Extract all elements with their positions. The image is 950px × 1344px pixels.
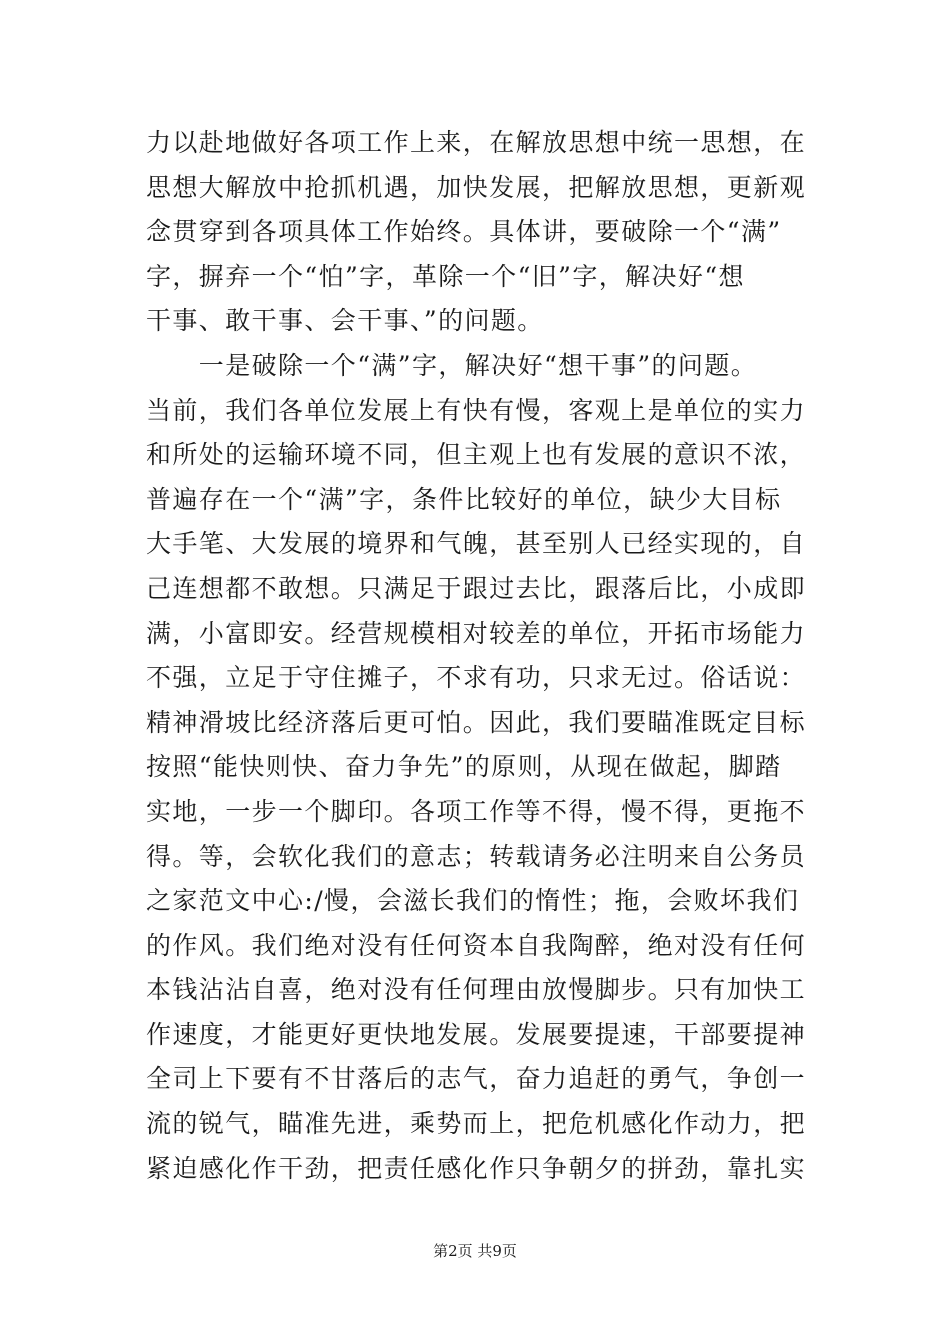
text-line: 字，摒弃一个“怕”字，革除一个“旧”字，解决好“想 (146, 261, 745, 291)
text-line: 的作风。我们绝对没有任何资本自我陶醉，绝对没有任何 (146, 930, 807, 960)
body-text (146, 121, 806, 1191)
text-line: 一是破除一个“满”字，解决好“想干事”的问题。 (146, 350, 758, 380)
text-line: 念贯穿到各项具体工作始终。具体讲，要破除一个“满” (146, 217, 782, 247)
text-line: 当前，我们各单位发展上有快有慢，客观上是单位的实力 (146, 395, 807, 425)
page-footer (0, 1240, 950, 1261)
text-line: 普遍存在一个“满”字，条件比较好的单位，缺少大目标 (146, 484, 782, 514)
text-line: 和所处的运输环境不同，但主观上也有发展的意识不浓， (146, 440, 807, 470)
text-line: 精神滑坡比经济落后更可怕。因此，我们要瞄准既定目标 (146, 707, 807, 737)
text-line: 干事、敢干事、会干事、”的问题。 (146, 306, 544, 336)
text-line: 按照“能快则快、奋力争先”的原则，从现在做起，脚踏 (146, 752, 782, 782)
text-line: 满，小富即安。经营规模相对较差的单位，开拓市场能力 (146, 618, 807, 648)
text-line: 思想大解放中抢抓机遇，加快发展，把解放思想，更新观 (146, 172, 807, 202)
text-line: 力以赴地做好各项工作上来，在解放思想中统一思想，在 (146, 128, 807, 157)
text-line: 之家范文中心:/慢，会滋长我们的惰性；拖，会败坏我们 (146, 886, 800, 916)
text-line: 流的锐气，瞄准先进，乘势而上，把危机感化作动力，把 (146, 1109, 807, 1139)
text-line: 不强，立足于守住摊子，不求有功，只求无过。俗话说： (146, 663, 807, 693)
page-number-label: 第2页 共9页 (433, 1242, 517, 1260)
text-line: 本钱沾沾自喜，绝对没有任何理由放慢脚步。只有加快工 (146, 975, 807, 1005)
text-line: 紧迫感化作干劲，把责任感化作只争朝夕的拼劲，靠扎实 (146, 1153, 807, 1183)
text-line: 作速度，才能更好更快地发展。发展要提速，干部要提神 (146, 1019, 807, 1049)
text-line: 己连想都不敢想。只满足于跟过去比，跟落后比，小成即 (146, 573, 807, 603)
text-line: 全司上下要有不甘落后的志气，奋力追赶的勇气，争创一 (146, 1064, 807, 1094)
text-line: 得。等，会软化我们的意志；转载请务必注明来自公务员 (146, 841, 807, 871)
text-line: 实地，一步一个脚印。各项工作等不得，慢不得，更拖不 (146, 796, 807, 826)
text-line: 大手笔、大发展的境界和气魄，甚至别人已经实现的，自 (146, 529, 807, 559)
